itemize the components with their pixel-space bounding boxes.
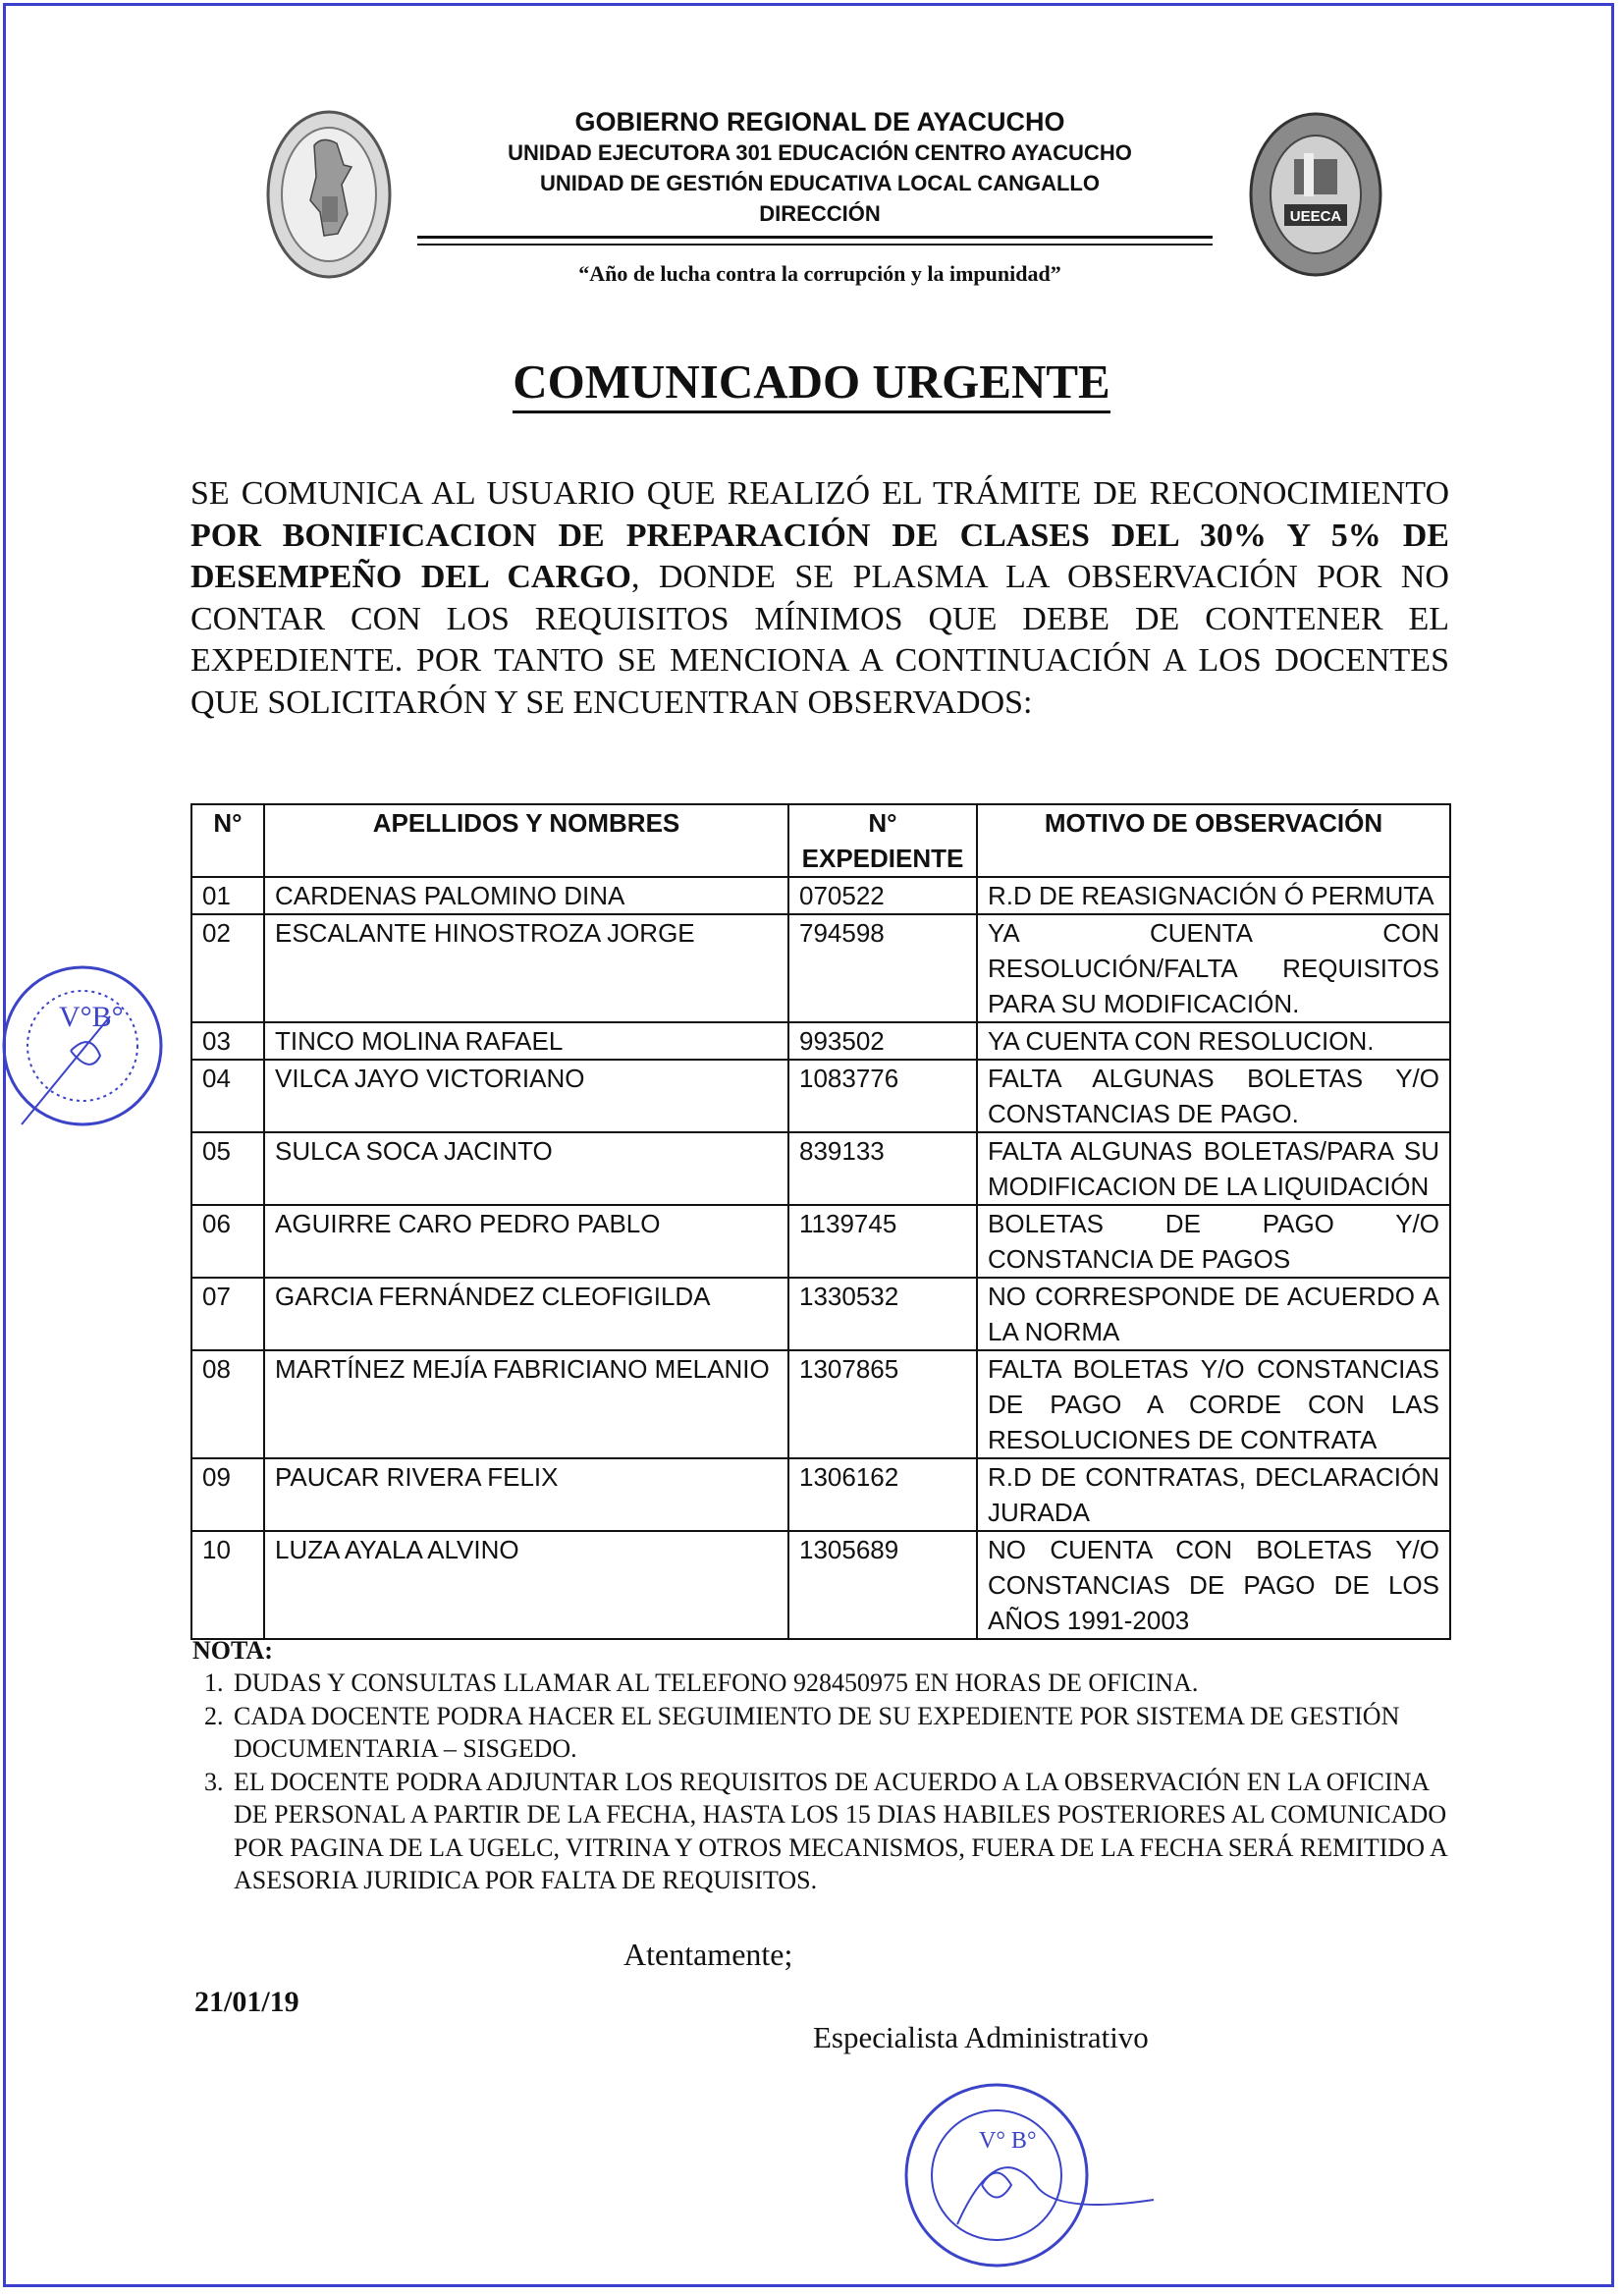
letterhead-line-3: DIRECCIÓN [759, 201, 881, 226]
approval-stamp-right [889, 2077, 1163, 2273]
row-number: 05 [191, 1132, 264, 1205]
table-row [191, 1531, 1450, 1639]
row-number: 03 [191, 1022, 264, 1060]
regional-government-emblem-icon [263, 106, 396, 283]
row-number: 10 [191, 1531, 264, 1639]
notes-list [200, 1667, 1447, 1897]
svg-text:V°B°: V°B° [59, 1001, 124, 1033]
header-rule [417, 244, 1213, 246]
table-row [191, 1278, 1450, 1350]
table-row [191, 1205, 1450, 1278]
row-reason: NO CUENTA CON BOLETAS Y/O CONSTANCIAS DE PAGO DE LOS AÑOS 1991-2003 [977, 1531, 1450, 1639]
row-file-number: 070522 [788, 877, 977, 914]
column-header-number: N° [191, 804, 264, 877]
table-header-row [191, 804, 1450, 877]
note-item: 1. DUDAS Y CONSULTAS LLAMAR AL TELEFONO 928450975 EN HORAS DE OFICINA. [230, 1667, 1447, 1700]
column-header-file-number: N° EXPEDIENTE [788, 804, 977, 877]
observations-table [190, 803, 1451, 1640]
svg-text:V° B°: V° B° [979, 2128, 1037, 2154]
row-file-number: 1330532 [788, 1278, 977, 1350]
row-file-number: 1306162 [788, 1458, 977, 1531]
row-number: 09 [191, 1458, 264, 1531]
row-reason: FALTA ALGUNAS BOLETAS Y/O CONSTANCIAS DE PAGO. [977, 1060, 1450, 1132]
table-row [191, 877, 1450, 914]
row-reason: FALTA BOLETAS Y/O CONSTANCIAS DE PAGO A CORDE CON LAS RESOLUCIONES DE CONTRATA [977, 1350, 1450, 1458]
intro-text-1: SE COMUNICA AL USUARIO QUE REALIZÓ EL TRÁMITE DE RECONOCIMIENTO [190, 475, 1449, 512]
row-number: 04 [191, 1060, 264, 1132]
approval-stamp-left [2, 957, 179, 1154]
row-name: ESCALANTE HINOSTROZA JORGE [264, 914, 788, 1022]
document-title-text: COMUNICADO URGENTE [513, 355, 1109, 413]
row-reason: YA CUENTA CON RESOLUCIÓN/FALTA REQUISITOS PARA SU MODIFICACIÓN. [977, 914, 1450, 1022]
document-title [0, 354, 1623, 410]
note-item: 3. EL DOCENTE PODRA ADJUNTAR LOS REQUISITOS DE ACUERDO A LA OBSERVACIÓN EN LA OFICINA DE PERSONAL A PARTIR DE LA FECHA, HASTA LOS 15 DIAS HABILES POSTERIORES AL COMUNICADO POR PAGINA DE LA UGELC, VITRINA Y OTROS MECANISMOS, FUERA DE LA FECHA SERÁ REMITIDO A ASESORIA JURIDICA POR FALTA DE REQUISITOS. [230, 1766, 1447, 1897]
signer-title: Especialista Administrativo [813, 2020, 1149, 2054]
row-name: SULCA SOCA JACINTO [264, 1132, 788, 1205]
row-name: MARTÍNEZ MEJÍA FABRICIANO MELANIO [264, 1350, 788, 1458]
note-item: 2. CADA DOCENTE PODRA HACER EL SEGUIMIENTO DE SU EXPEDIENTE POR SISTEMA DE GESTIÓN DOCUMENTARIA – SISGEDO. [230, 1700, 1447, 1766]
ueeca-logo-icon [1247, 108, 1384, 280]
row-file-number: 1139745 [788, 1205, 977, 1278]
letterhead-title: GOBIERNO REGIONAL DE AYACUCHO [574, 107, 1065, 137]
row-number: 07 [191, 1278, 264, 1350]
row-name: GARCIA FERNÁNDEZ CLEOFIGILDA [264, 1278, 788, 1350]
row-file-number: 1083776 [788, 1060, 977, 1132]
notes-label: NOTA: [192, 1636, 273, 1665]
row-reason: NO CORRESPONDE DE ACUERDO A LA NORMA [977, 1278, 1450, 1350]
letterhead-line-1: UNIDAD EJECUTORA 301 EDUCACIÓN CENTRO AYACUCHO [508, 140, 1132, 165]
row-name: AGUIRRE CARO PEDRO PABLO [264, 1205, 788, 1278]
header-rule [417, 236, 1213, 239]
table-row [191, 1022, 1450, 1060]
row-reason: YA CUENTA CON RESOLUCION. [977, 1022, 1450, 1060]
row-name: VILCA JAYO VICTORIANO [264, 1060, 788, 1132]
table-row [191, 1060, 1450, 1132]
row-number: 02 [191, 914, 264, 1022]
table-row [191, 1458, 1450, 1531]
row-name: CARDENAS PALOMINO DINA [264, 877, 788, 914]
row-file-number: 993502 [788, 1022, 977, 1060]
row-number: 08 [191, 1350, 264, 1458]
document-date: 21/01/19 [194, 1986, 299, 2018]
row-reason: R.D DE CONTRATAS, DECLARACIÓN JURADA [977, 1458, 1450, 1531]
salutation: Atentamente; [623, 1937, 793, 1972]
row-file-number: 1305689 [788, 1531, 977, 1639]
row-name: PAUCAR RIVERA FELIX [264, 1458, 788, 1531]
column-header-name: APELLIDOS Y NOMBRES [264, 804, 788, 877]
row-reason: R.D DE REASIGNACIÓN Ó PERMUTA [977, 877, 1450, 914]
year-motto: “Año de lucha contra la corrupción y la impunidad” [578, 261, 1061, 286]
row-number: 06 [191, 1205, 264, 1278]
row-reason: BOLETAS DE PAGO Y/O CONSTANCIA DE PAGOS [977, 1205, 1450, 1278]
row-reason: FALTA ALGUNAS BOLETAS/PARA SU MODIFICACION DE LA LIQUIDACIÓN [977, 1132, 1450, 1205]
intro-text-bold: POR BONIFICACION DE PREPARACIÓN DE CLASES DEL 30% Y 5% DE DESEMPEÑO DEL CARGO [190, 517, 1449, 595]
letterhead-line-2: UNIDAD DE GESTIÓN EDUCATIVA LOCAL CANGALLO [540, 171, 1100, 195]
column-header-reason: MOTIVO DE OBSERVACIÓN [977, 804, 1450, 877]
row-file-number: 1307865 [788, 1350, 977, 1458]
table-row [191, 914, 1450, 1022]
svg-text:UEECA: UEECA [1289, 208, 1342, 225]
table-row [191, 1350, 1450, 1458]
intro-paragraph [190, 473, 1449, 724]
intro-text-2: , DONDE SE PLASMA LA OBSERVACIÓN POR NO CONTAR CON LOS REQUISITOS MÍNIMOS QUE DEBE DE CONTENER EL EXPEDIENTE. POR TANTO SE MENCIONA A CONTINUACIÓN A LOS DOCENTES QUE SOLICITARÓN Y SE ENCUENTRAN OBSERVADOS: [190, 559, 1449, 721]
row-number: 01 [191, 877, 264, 914]
row-file-number: 794598 [788, 914, 977, 1022]
letterhead [412, 106, 1227, 229]
table-row [191, 1132, 1450, 1205]
row-file-number: 839133 [788, 1132, 977, 1205]
row-name: TINCO MOLINA RAFAEL [264, 1022, 788, 1060]
row-name: LUZA AYALA ALVINO [264, 1531, 788, 1639]
